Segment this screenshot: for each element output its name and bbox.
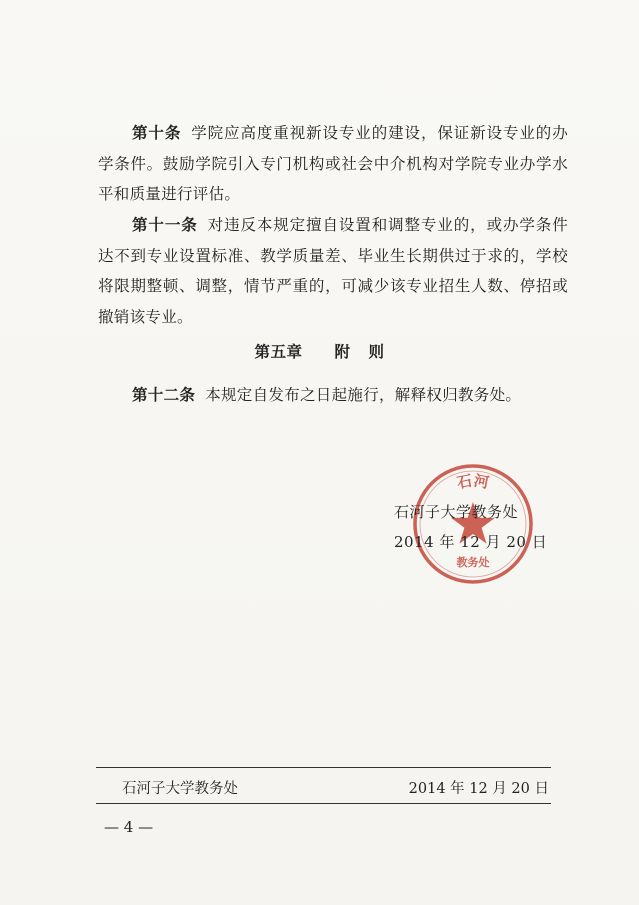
footer-rule-top [96,767,551,768]
article-11-text: 对违反本规定擅自设置和调整专业的，或办学条件达不到专业设置标准、教学质量差、毕业生长期供过于求的，学校将限期整顿、调整，情节严重的，可减少该专业招生人数、停招或撤销该专业。 [98,216,568,326]
chapter-title: 附 [334,343,351,361]
seal-bottom-text: 教务处 [456,556,490,569]
article-10-text: 学院应高度重视新设专业的建设，保证新设专业的办学条件。鼓励学院引入专门机构或社会中介机构对学院专业办学水平和质量进行评估。 [98,124,569,204]
signature-org: 石河子大学教务处 [394,503,519,521]
footer-rule-bottom [96,803,551,804]
official-seal [411,462,535,586]
article-10 [98,118,568,210]
chapter-number: 第五章 [254,343,303,361]
article-12-text: 本规定自发布之日起施行，解释权归教务处。 [205,386,522,404]
seal-top-text: 石河 [455,471,491,493]
chapter-heading [0,340,639,362]
signature-date: 2014 年 12 月 20 日 [394,533,548,551]
article-12 [98,380,568,411]
footer-org: 石河子大学教务处 [122,781,238,797]
article-12-heading: 第十二条 [132,386,196,404]
footer-date: 2014 年 12 月 20 日 [408,781,549,797]
chapter-title-2: 则 [368,343,385,361]
article-10-heading: 第十条 [132,124,182,142]
page-number: — 4 — [104,818,154,836]
article-11 [98,210,568,332]
article-11-heading: 第十一条 [132,216,198,234]
